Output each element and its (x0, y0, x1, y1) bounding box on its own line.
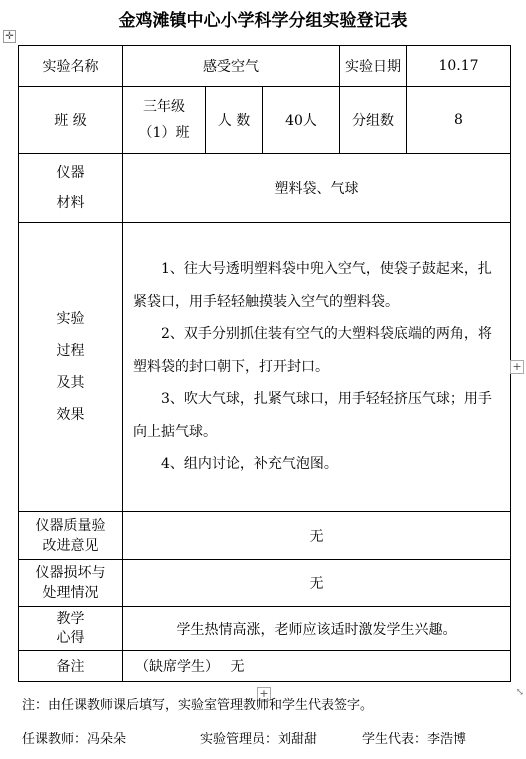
table-row (19, 87, 511, 154)
footer-note: 注：由任课教师课后填写，实验室管理教师和学生代表签字。 (22, 698, 374, 713)
quality-label-line: 改进意见 (42, 537, 99, 554)
experiment-date-label: 实验日期 (340, 46, 407, 87)
experiment-date-value[interactable]: 10.17 (407, 46, 511, 87)
table-row (19, 223, 511, 512)
class-value[interactable] (123, 87, 206, 154)
materials-value[interactable]: 塑料袋、气球 (123, 154, 511, 223)
remarks-label: 备注 (19, 651, 123, 682)
process-description[interactable] (123, 223, 511, 512)
table-move-handle-icon[interactable]: ✛ (3, 30, 16, 43)
quality-feedback-label (19, 512, 123, 560)
process-step: 3、吹大气球，扎紧气球口，用手轻轻挤压气球；用手向上掂气球。 (133, 391, 492, 440)
damage-label-line: 仪器损坏与 (35, 565, 106, 581)
quality-label-line: 仪器质量验 (35, 517, 106, 534)
table-resize-icon[interactable]: ⤡ (515, 687, 524, 698)
process-label-line: 实验 (56, 311, 85, 327)
damage-value[interactable]: 无 (123, 560, 511, 607)
add-row-icon[interactable]: + (257, 687, 271, 701)
add-row-icon[interactable]: + (510, 360, 524, 374)
table-row (19, 560, 511, 607)
student-signature: 学生代表：李浩博 (362, 732, 467, 747)
class-label: 班 级 (19, 87, 123, 154)
table-row (19, 512, 511, 560)
table-row (19, 46, 511, 87)
student-count-value[interactable]: 40人 (263, 87, 340, 154)
manager-signature: 实验管理员：刘甜甜 (200, 732, 318, 747)
damage-label-line: 处理情况 (42, 585, 99, 601)
class-number: （1）班 (138, 125, 190, 141)
table-row (19, 154, 511, 223)
group-count-value[interactable]: 8 (407, 87, 511, 154)
table-row (19, 651, 511, 682)
process-step: 4、组内讨论，补充气泡图。 (161, 456, 338, 473)
group-count-label: 分组数 (340, 87, 407, 154)
quality-feedback-value[interactable]: 无 (123, 512, 511, 560)
remarks-value[interactable]: （缺席学生） 无 (123, 651, 511, 682)
teaching-reflection-value[interactable]: 学生热情高涨，老师应该适时激发学生兴趣。 (123, 607, 511, 651)
process-label-line: 过程 (56, 343, 85, 359)
process-label-line: 效果 (56, 407, 85, 423)
experiment-name-label: 实验名称 (19, 46, 123, 87)
damage-label (19, 560, 123, 607)
materials-label-line: 仪器 (56, 165, 85, 181)
process-label (19, 223, 123, 512)
experiment-record-table (18, 45, 511, 682)
reflection-label-line: 教学 (56, 610, 85, 627)
process-step: 2、双手分别抓住装有空气的大塑料袋底端的两角，将塑料袋的封口朝下，打开封口。 (133, 326, 492, 375)
experiment-name-value[interactable]: 感受空气 (123, 46, 340, 87)
page-title: 金鸡滩镇中心小学科学分组实验登记表 (118, 11, 408, 31)
materials-label (19, 154, 123, 223)
table-row (19, 607, 511, 651)
process-step: 1、往大号透明塑料袋中兜入空气，使袋子鼓起来，扎紧袋口，用手轻轻触摸装入空气的塑料袋。 (133, 261, 492, 310)
reflection-label-line: 心得 (56, 629, 85, 646)
teaching-reflection-label (19, 607, 123, 651)
materials-label-line: 材料 (56, 195, 85, 211)
student-count-label: 人 数 (206, 87, 263, 154)
process-label-line: 及其 (56, 375, 85, 391)
teacher-signature: 任课教师：冯朵朵 (22, 732, 127, 747)
class-grade: 三年级 (143, 99, 185, 115)
